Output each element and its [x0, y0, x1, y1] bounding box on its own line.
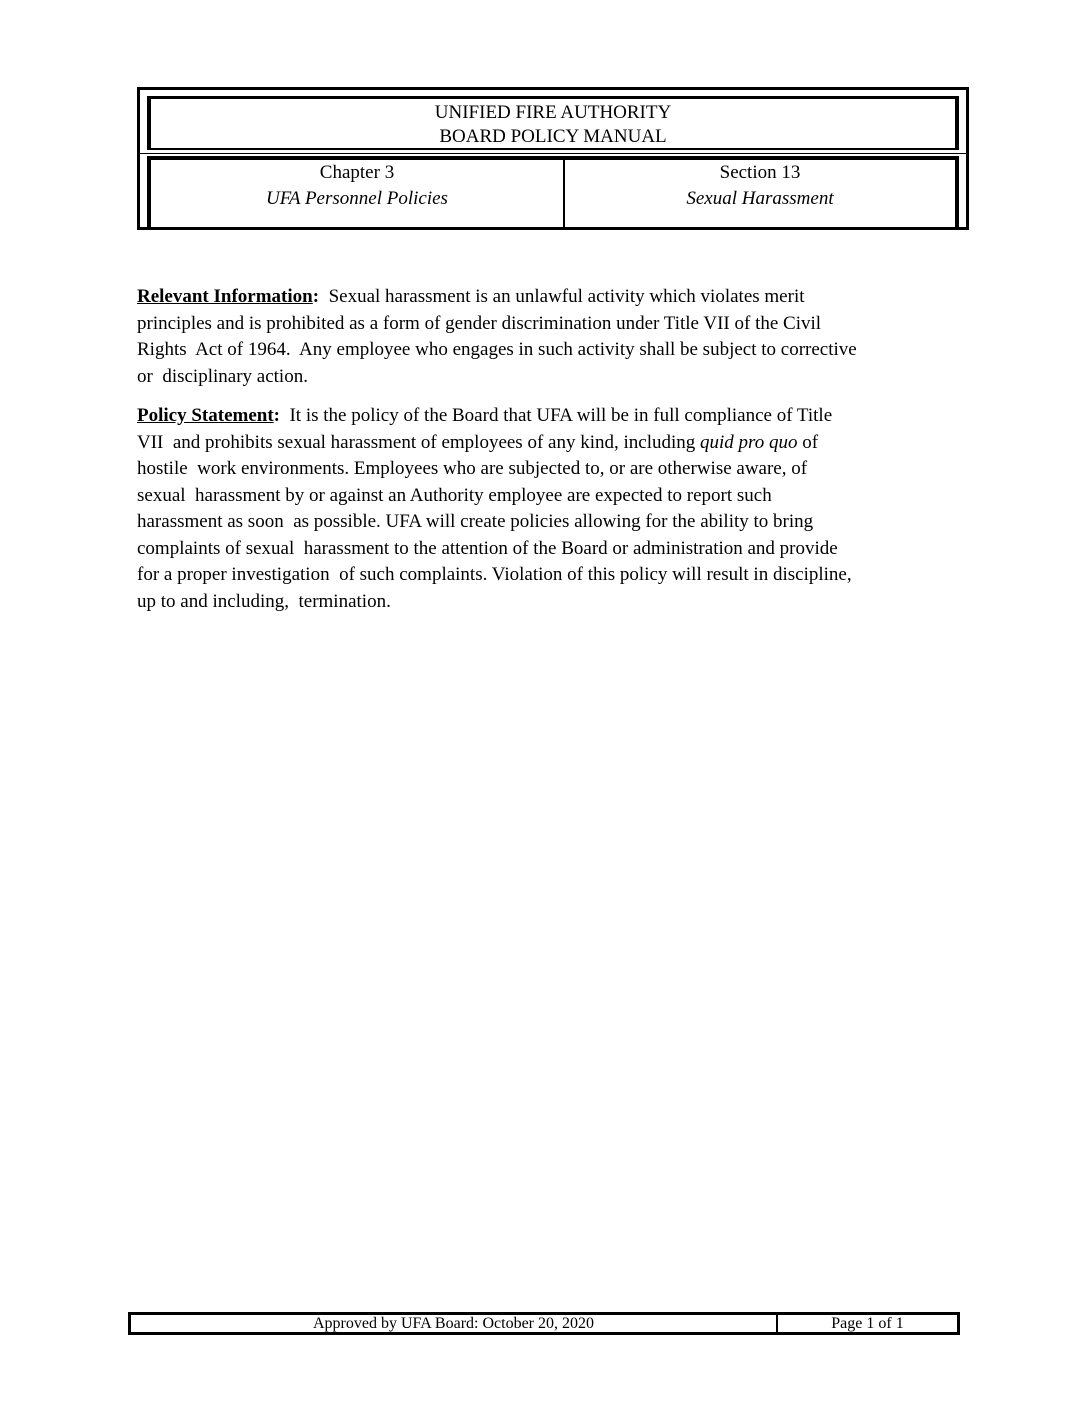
chapter-cell	[151, 160, 565, 227]
italic-term: quid pro quo	[700, 431, 798, 453]
manual-name: BOARD POLICY MANUAL	[439, 126, 667, 147]
section-title: Sexual Harassment	[686, 188, 834, 209]
relevant-information-paragraph	[137, 284, 957, 390]
section-cell	[565, 160, 955, 227]
text-segment: Sexual harassment is an unlawful activity which violates merit	[319, 286, 805, 307]
chapter-label: Chapter 3	[319, 162, 395, 183]
text-line: principles and is prohibited as a form of gender discrimination under Title VII of the Civil	[137, 312, 822, 334]
text-line: sexual harassment by or against an Authority employee are expected to report such	[137, 484, 772, 506]
text-segment: of	[797, 431, 819, 453]
chapter-title: UFA Personnel Policies	[266, 188, 448, 209]
label-colon: :	[273, 405, 280, 426]
policy-statement-label: Policy Statement	[137, 405, 274, 426]
text-line: complaints of sexual harassment to the attention of the Board or administration and provide	[137, 537, 838, 559]
policy-header-box	[137, 87, 969, 230]
page-number: Page 1 of 1	[831, 1315, 904, 1332]
text-line: harassment as soon as possible. UFA will create policies allowing for the ability to bring	[137, 511, 814, 532]
relevant-information-label: Relevant Information	[137, 286, 313, 307]
text-line: Rights Act of 1964. Any employee who engages in such activity shall be subject to corrective	[137, 339, 857, 360]
approval-date: Approved by UFA Board: October 20, 2020	[131, 1315, 778, 1332]
section-label: Section 13	[719, 162, 801, 183]
chapter-section-row	[147, 156, 959, 227]
text-line: up to and including, termination.	[137, 590, 391, 612]
policy-statement-paragraph	[137, 403, 957, 615]
text-line: for a proper investigation of such complaints. Violation of this policy will result in discipline,	[137, 564, 852, 585]
header-divider	[140, 153, 966, 154]
page-footer	[128, 1312, 960, 1335]
text-segment: It is the policy of the Board that UFA will be in full compliance of Title	[279, 405, 833, 426]
text-line	[137, 403, 957, 430]
text-line	[137, 430, 957, 457]
text-line	[137, 284, 957, 311]
text-segment: VII and prohibits sexual harassment of employees of any kind, including	[137, 431, 701, 453]
text-line: or disciplinary action.	[137, 365, 308, 387]
label-colon: :	[312, 286, 320, 307]
text-line: hostile work environments. Employees who are subjected to, or are otherwise aware, of	[137, 458, 808, 479]
org-name: UNIFIED FIRE AUTHORITY	[434, 102, 672, 123]
manual-title-box	[147, 96, 959, 150]
